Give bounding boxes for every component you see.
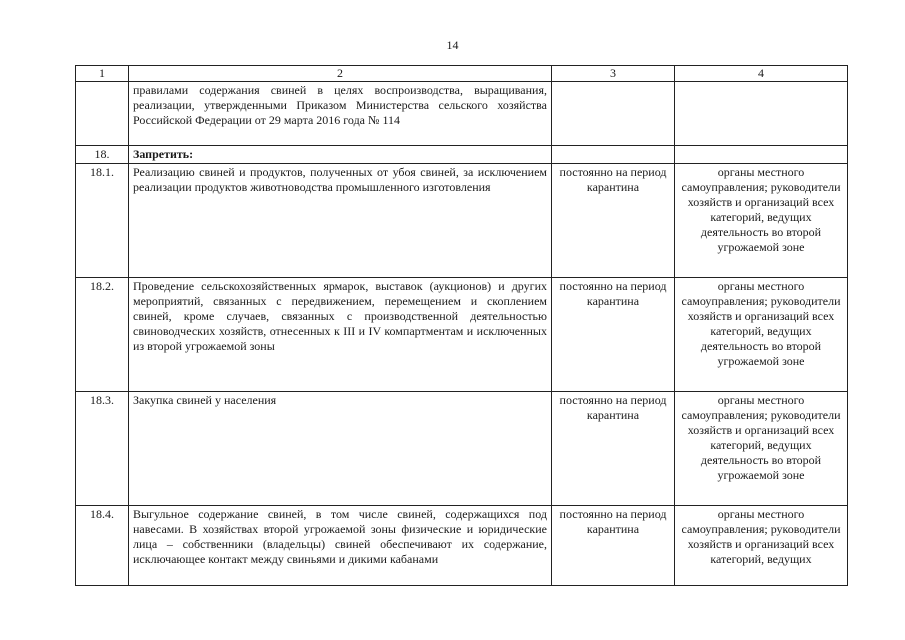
term-cell	[552, 82, 675, 146]
term-text: постоянно на период карантина	[552, 164, 675, 278]
measures-table	[75, 65, 848, 586]
page-number: 14	[446, 38, 459, 52]
section-number: 18.	[76, 146, 129, 164]
term-text: постоянно на период карантина	[552, 392, 675, 506]
column-header-3: 3	[552, 66, 675, 82]
term-text: постоянно на период карантина	[552, 278, 675, 392]
continuation-row	[76, 82, 848, 146]
responsible-cell	[675, 82, 848, 146]
row-number: 18.2.	[76, 278, 129, 392]
section-row	[76, 146, 848, 164]
column-header-1: 1	[76, 66, 129, 82]
row-number: 18.1.	[76, 164, 129, 278]
row-number: 18.3.	[76, 392, 129, 506]
row-number: 18.4.	[76, 506, 129, 586]
column-header-4: 4	[675, 66, 848, 82]
responsible-text: органы местного самоуправления; руководители хозяйств и организаций всех категорий, ведущих деятельность во второй угрожаемой зоне	[675, 164, 848, 278]
responsible-text: органы местного самоуправления; руководители хозяйств и организаций всех категорий, ведущих деятельность во второй угрожаемой зоне	[675, 278, 848, 392]
section-title: Запретить:	[129, 146, 552, 164]
measure-text: Проведение сельскохозяйственных ярмарок, выставок (аукционов) и других мероприятий, связанных с передвижением, перемещением и скоплением свиней, кроме случаев, связанных с производственной деятельностью свиноводческих хозяйств, отнесенных к III и IV компартментам и исключенных из второй угрожаемой зоны	[129, 278, 552, 392]
table-row	[76, 278, 848, 392]
term-text: постоянно на период карантина	[552, 506, 675, 586]
responsible-cell	[675, 146, 848, 164]
measure-text: Выгульное содержание свиней, в том числе свиней, содержащихся под навесами. В хозяйствах второй угрожаемой зоны физические и юридические лица – собственники (владельцы) свиней обеспечивают их содержание, исключающее контакт между свиньями и дикими кабанами	[129, 506, 552, 586]
row-number-cell	[76, 82, 129, 146]
responsible-text: органы местного самоуправления; руководители хозяйств и организаций всех категорий, ведущих деятельность во второй угрожаемой зоне	[675, 392, 848, 506]
term-cell	[552, 146, 675, 164]
column-header-2: 2	[129, 66, 552, 82]
table-row	[76, 164, 848, 278]
table-row	[76, 392, 848, 506]
responsible-text: органы местного самоуправления; руководители хозяйств и организаций всех категорий, ведущих	[675, 506, 848, 586]
measure-text: правилами содержания свиней в целях воспроизводства, выращивания, реализации, утвержденными Приказом Министерства сельского хозяйства Российской Федерации от 29 марта 2016 года № 114	[129, 82, 552, 146]
measure-text: Реализацию свиней и продуктов, полученных от убоя свиней, за исключением реализации продуктов животноводства промышленного изготовления	[129, 164, 552, 278]
measure-text: Закупка свиней у населения	[129, 392, 552, 506]
table-row	[76, 506, 848, 586]
header-row	[76, 66, 848, 82]
